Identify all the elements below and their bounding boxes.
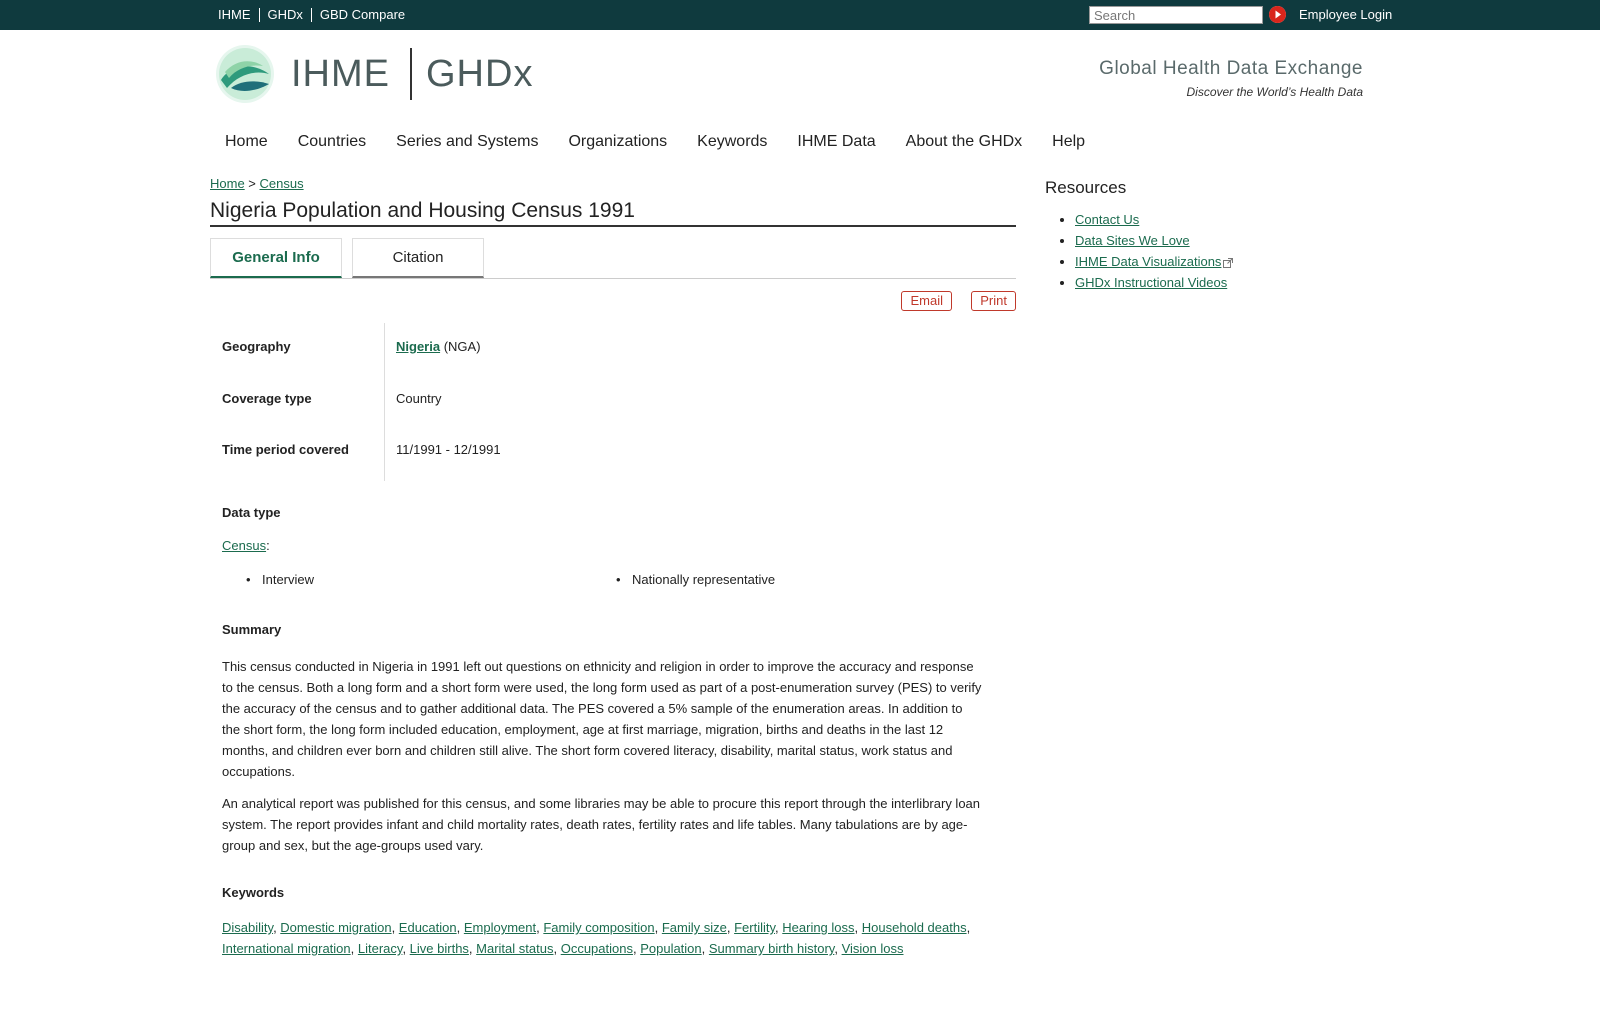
data-type-bullet-representative: • Nationally representative <box>632 572 775 587</box>
email-button[interactable]: Email <box>901 291 952 311</box>
play-arrow-icon <box>1269 6 1286 23</box>
geography-code: (NGA) <box>443 339 481 354</box>
ghdx-videos-link[interactable]: GHDx Instructional Videos <box>1075 275 1228 290</box>
info-divider <box>384 323 385 481</box>
resources-item <box>1075 275 1345 290</box>
keyword-link[interactable]: Domestic migration <box>280 920 392 935</box>
keyword-link[interactable]: Summary birth history <box>708 941 835 956</box>
data-type-heading: Data type <box>222 505 281 520</box>
search-submit-button[interactable] <box>1269 6 1286 23</box>
coverage-type-value: Country <box>396 391 442 406</box>
logo-divider <box>410 48 412 100</box>
keyword-link[interactable]: Family composition <box>543 920 655 935</box>
summary-paragraph-2: An analytical report was published for this census, and some libraries may be able to procure this report through the interlibrary loan system. The report provides infant and child mortality rates, death rates, fertility rates and life tables. Many tabulations are by age-group and sex, but the age-groups used vary. <box>222 796 981 853</box>
time-period-label: Time period covered <box>222 442 349 457</box>
ihme-data-visualizations-link[interactable]: IHME Data Visualizations <box>1075 254 1222 269</box>
resources-list <box>1045 212 1345 290</box>
print-button[interactable]: Print <box>971 291 1016 311</box>
geography-country-link[interactable]: Nigeria <box>396 339 441 354</box>
keyword-link[interactable]: Family size <box>661 920 727 935</box>
nav-item-help[interactable]: Help <box>1052 133 1086 150</box>
contact-us-link[interactable]: Contact Us <box>1075 212 1140 227</box>
keyword-link[interactable]: Education <box>398 920 457 935</box>
coverage-type-label: Coverage type <box>222 391 312 406</box>
nav-item-series-and-systems[interactable]: Series and Systems <box>396 133 539 150</box>
logo-ghdx-text: GHDx <box>426 52 534 95</box>
breadcrumb-separator: > <box>244 176 260 191</box>
tagline-subtitle: Discover the World’s Health Data <box>1186 85 1363 99</box>
breadcrumb-home-link[interactable]: Home <box>210 176 245 191</box>
geography-value <box>396 339 481 354</box>
keyword-link[interactable]: Disability <box>222 920 274 935</box>
summary-heading: Summary <box>222 622 282 637</box>
resources-item <box>1075 212 1345 227</box>
main-content <box>210 176 1016 1021</box>
data-type-colon: : <box>266 538 270 553</box>
top-link-gbd-compare[interactable]: GBD Compare <box>311 8 413 22</box>
employee-login-link[interactable]: Employee Login <box>1299 7 1393 22</box>
keyword-link[interactable]: Household deaths <box>861 920 967 935</box>
site-logo[interactable] <box>215 44 533 104</box>
resources-item <box>1075 233 1345 248</box>
breadcrumb-census-link[interactable]: Census <box>259 176 304 191</box>
main-nav <box>225 133 1115 151</box>
site-header <box>0 30 1600 130</box>
keyword-link[interactable]: Employment <box>463 920 537 935</box>
nav-item-ihme-data[interactable]: IHME Data <box>797 133 876 150</box>
keyword-link[interactable]: Live births <box>409 941 469 956</box>
top-link-ghdx[interactable]: GHDx <box>259 8 311 22</box>
keyword-link[interactable]: Marital status <box>476 941 554 956</box>
resources-item <box>1075 254 1345 269</box>
data-type-value <box>222 538 270 553</box>
search-input[interactable] <box>1089 6 1263 24</box>
ihme-leaf-logo-icon <box>215 44 275 104</box>
resources-heading: Resources <box>1045 178 1127 197</box>
keyword-link[interactable]: Fertility <box>734 920 776 935</box>
nav-item-keywords[interactable]: Keywords <box>697 133 768 150</box>
tab-citation[interactable]: Citation <box>352 238 484 278</box>
keyword-link[interactable]: Vision loss <box>841 941 904 956</box>
nav-item-countries[interactable]: Countries <box>297 133 367 150</box>
keywords-list: Disability, Domestic migration, Education, Employment, Family composition, Family size, Fertility, Hearing loss, Household deaths, International migration, Literacy, Live births, Marital status, Occupations, Population, Summary birth history, Vision loss <box>222 920 971 956</box>
data-type-bullet-interview: • Interview <box>262 572 314 587</box>
top-links <box>218 0 413 30</box>
summary-paragraph-1: This census conducted in Nigeria in 1991 left out questions on ethnicity and religion in order to improve the accuracy and response to the census. Both a long form and a short form were used, the long form used as part of a post-enumeration survey (PES) to verify the accuracy of the census and to gather additional data. The PES covered a 5% sample of the enumeration areas. In addition to the short form, the long form included education, employment, age at first marriage, migration, births and deaths in the last 12 months, and children ever born and children still alive. The short form covered literacy, disability, marital status, work status and occupations. <box>222 659 982 779</box>
geography-label: Geography <box>222 339 291 354</box>
keyword-link[interactable]: Population <box>640 941 702 956</box>
keyword-link[interactable]: Literacy <box>357 941 403 956</box>
record-info-table <box>210 323 1016 481</box>
top-link-ihme[interactable]: IHME <box>218 7 251 22</box>
tab-bar <box>210 227 1016 279</box>
keyword-link[interactable]: International migration <box>222 941 351 956</box>
tagline-title: Global Health Data Exchange <box>1099 58 1363 79</box>
page-title: Nigeria Population and Housing Census 1991 <box>210 199 1016 227</box>
keyword-link[interactable]: Hearing loss <box>782 920 855 935</box>
top-bar <box>0 0 1600 30</box>
breadcrumb <box>210 176 1016 191</box>
data-type-census-link[interactable]: Census <box>222 538 267 553</box>
tab-general-info[interactable]: General Info <box>210 238 342 278</box>
keywords-heading: Keywords <box>222 885 285 900</box>
time-period-value: 11/1991 - 12/1991 <box>396 442 501 457</box>
nav-item-about[interactable]: About the GHDx <box>905 133 1023 150</box>
nav-item-organizations[interactable]: Organizations <box>568 133 668 150</box>
details-section <box>210 481 1016 1021</box>
nav-item-home[interactable]: Home <box>225 133 268 150</box>
keyword-link[interactable]: Occupations <box>560 941 633 956</box>
logo-ihme-text: IHME <box>291 52 390 95</box>
site-tagline <box>1099 58 1363 99</box>
external-link-icon <box>1223 258 1233 268</box>
data-sites-link[interactable]: Data Sites We Love <box>1075 233 1190 248</box>
record-actions <box>210 279 1016 313</box>
resources-sidebar <box>1045 178 1345 296</box>
